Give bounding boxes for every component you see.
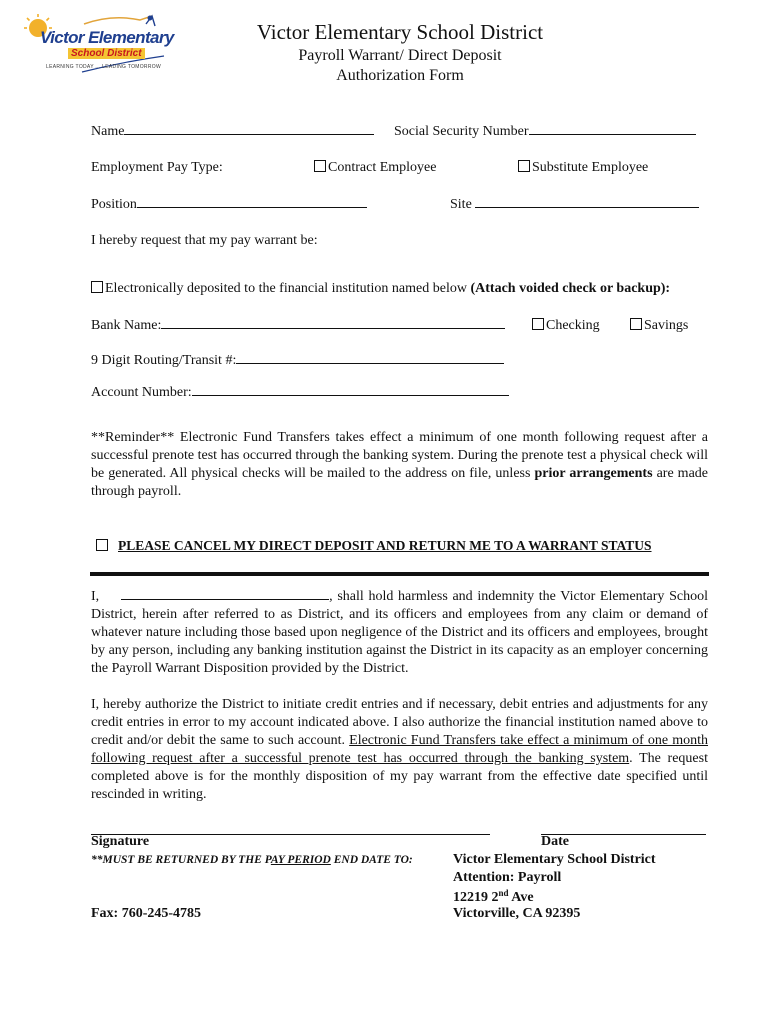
authorization-underlined-text: Electronic Fund Transfers take effect a minimum of one month following request after a successful prenote test has occurred through the banking system bbox=[91, 733, 709, 766]
bank-name-input-line[interactable] bbox=[161, 328, 505, 329]
date-label: Date bbox=[541, 834, 569, 849]
authorization-paragraph bbox=[91, 696, 708, 804]
address-line-3 bbox=[453, 888, 534, 906]
address-ordinal: nd bbox=[498, 888, 509, 898]
name-label: Name bbox=[91, 124, 125, 139]
site-input-line[interactable] bbox=[475, 207, 699, 208]
logo-tagline: LEARNING TODAY ... LEADING TOMORROW bbox=[46, 64, 161, 70]
pay-type-label: Employment Pay Type: bbox=[91, 160, 223, 175]
reminder-text: **Reminder** Electronic Fund Transfers takes effect a minimum of one month following request after a successful prenote test has occurred through the banking system. During the prenote test a physical check will be generated. All physical checks will be mailed to the address on file, unless bbox=[91, 430, 708, 481]
ssn-label: Social Security Number bbox=[394, 124, 529, 139]
position-field bbox=[91, 197, 367, 213]
contract-checkbox[interactable] bbox=[314, 160, 326, 172]
substitute-option[interactable] bbox=[518, 160, 648, 176]
fax-number: Fax: 760-245-4785 bbox=[91, 906, 202, 921]
address-line-2: Attention: Payroll bbox=[453, 870, 562, 885]
electronic-deposit-label: Electronically deposited to the financial institution named below bbox=[105, 281, 467, 296]
indemnity-text: , shall hold harmless and indemnity the Victor Elementary School District, herein after referred to as District, and its officers and employees from any claim or demand of whatever nature including those based upon negligence of the District and its officers and employees, brought by any person, including any banking institution against the District in its capacity as an employer concerning the Payroll Warrant Disposition provided by the District. bbox=[91, 589, 708, 676]
routing-field bbox=[91, 353, 504, 369]
return-note-end: END DATE TO: bbox=[330, 854, 413, 866]
form-title: Victor Elementary School District bbox=[256, 20, 544, 44]
signature-label: Signature bbox=[91, 834, 150, 849]
cancel-label: PLEASE CANCEL MY DIRECT DEPOSIT AND RETURN ME TO A WARRANT STATUS bbox=[118, 538, 652, 553]
reminder-paragraph bbox=[91, 429, 708, 501]
address-line-4: Victorville, CA 92395 bbox=[453, 906, 581, 921]
return-note-underlined: AY PERIOD bbox=[270, 854, 331, 866]
name-input-line[interactable] bbox=[124, 134, 374, 135]
reminder-text-end: are made through payroll. bbox=[91, 466, 709, 499]
authorization-text: I, hereby authorize the District to initiate credit entries and if necessary, debit entries and adjustments for any credit entries in error to my account indicated above. I also authorize the financial institution named above to credit and/or debit the same to such account. bbox=[91, 697, 708, 748]
routing-input-line[interactable] bbox=[236, 363, 504, 364]
electronic-deposit-note: (Attach voided check or backup): bbox=[470, 281, 671, 296]
contract-label: Contract Employee bbox=[328, 160, 437, 175]
cancel-checkbox[interactable] bbox=[96, 539, 108, 551]
site-label: Site bbox=[450, 197, 472, 212]
ssn-input-line[interactable] bbox=[529, 134, 696, 135]
bank-name-field bbox=[91, 318, 505, 334]
section-divider bbox=[90, 572, 709, 576]
account-label: Account Number: bbox=[91, 385, 192, 400]
return-note-start: **MUST BE RETURNED BY THE P bbox=[91, 854, 271, 866]
form-subtitle-1: Payroll Warrant/ Direct Deposit bbox=[298, 47, 502, 64]
address-street-suffix: Ave bbox=[508, 890, 534, 905]
address-street-number: 12219 2 bbox=[453, 890, 499, 905]
reminder-bold-text: prior arrangements bbox=[534, 466, 653, 481]
district-logo bbox=[22, 12, 174, 82]
savings-checkbox[interactable] bbox=[630, 318, 642, 330]
routing-label: 9 Digit Routing/Transit #: bbox=[91, 353, 237, 368]
logo-subname: School District bbox=[68, 48, 145, 59]
name-field bbox=[91, 124, 374, 140]
savings-label: Savings bbox=[644, 318, 689, 333]
checking-option[interactable] bbox=[532, 318, 600, 334]
indemnity-name-line[interactable] bbox=[121, 599, 329, 600]
contract-option[interactable] bbox=[314, 160, 436, 176]
indemnity-paragraph bbox=[91, 588, 708, 678]
logo-name: Victor Elementary bbox=[40, 28, 174, 47]
position-input-line[interactable] bbox=[137, 207, 367, 208]
authorization-text-end: . The request completed above is for the monthly disposition of my pay warrant from the effective date specified until rescinded in writing. bbox=[91, 751, 708, 802]
savings-option[interactable] bbox=[630, 318, 688, 334]
return-instructions bbox=[91, 854, 413, 866]
request-text: I hereby request that my pay warrant be: bbox=[91, 233, 318, 248]
cancel-direct-deposit-option[interactable] bbox=[96, 538, 652, 554]
checking-checkbox[interactable] bbox=[532, 318, 544, 330]
form-subtitle-2: Authorization Form bbox=[336, 67, 464, 84]
indemnity-prefix: I, bbox=[91, 589, 100, 604]
electronic-deposit-checkbox[interactable] bbox=[91, 281, 103, 293]
account-field bbox=[91, 385, 509, 401]
signature-line[interactable] bbox=[91, 834, 490, 835]
account-input-line[interactable] bbox=[192, 395, 509, 396]
site-field bbox=[450, 197, 699, 213]
address-line-1: Victor Elementary School District bbox=[453, 852, 656, 867]
checking-label: Checking bbox=[546, 318, 600, 333]
electronic-deposit-option[interactable] bbox=[91, 281, 670, 297]
bank-name-label: Bank Name: bbox=[91, 318, 162, 333]
ssn-field bbox=[394, 124, 696, 140]
substitute-checkbox[interactable] bbox=[518, 160, 530, 172]
position-label: Position bbox=[91, 197, 137, 212]
substitute-label: Substitute Employee bbox=[532, 160, 649, 175]
